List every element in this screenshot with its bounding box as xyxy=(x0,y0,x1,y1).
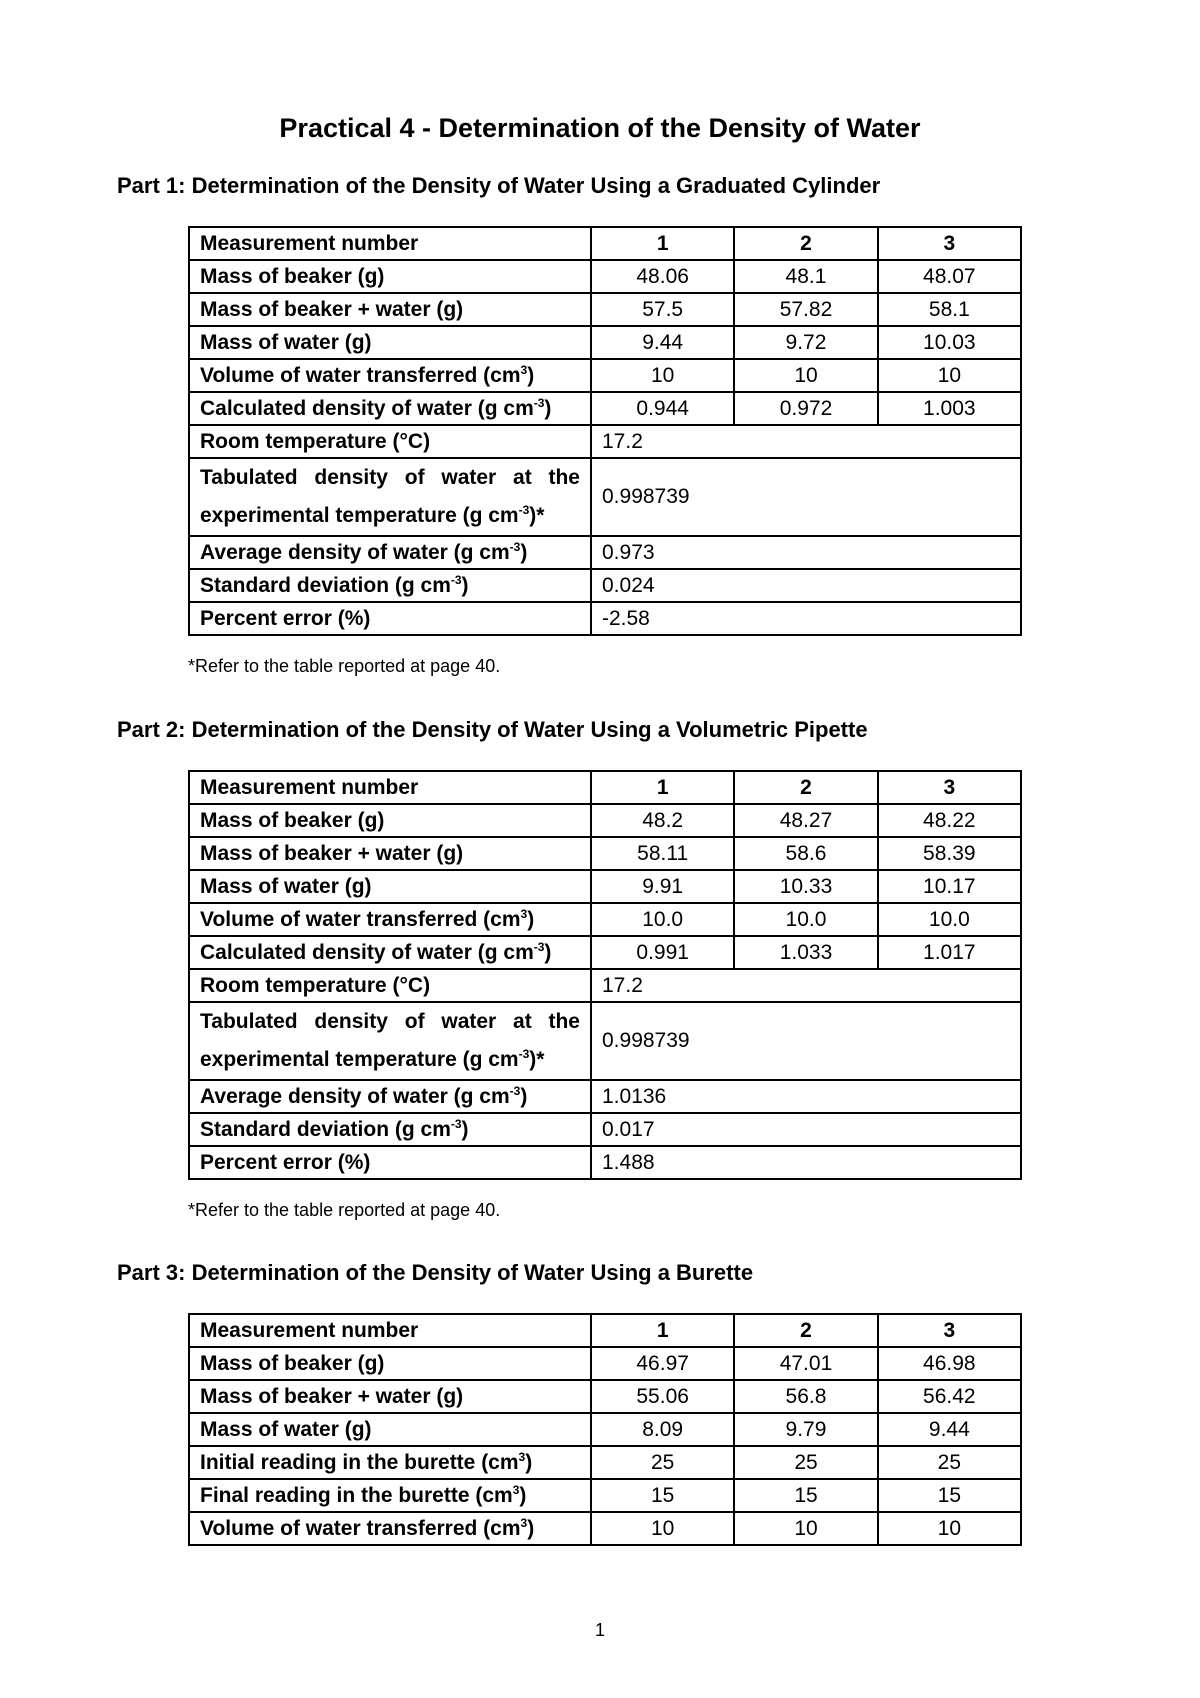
part1-footnote: *Refer to the table reported at page 40. xyxy=(188,656,501,676)
cell-value: 10.33 xyxy=(734,870,877,903)
table-row xyxy=(189,293,1021,326)
cell-value: 25 xyxy=(878,1446,1021,1479)
cell-value: 1.0136 xyxy=(591,1080,1021,1113)
row-label: Percent error (%) xyxy=(189,602,591,635)
cell-value: 10.0 xyxy=(591,903,734,936)
part2-table xyxy=(188,770,1022,1180)
row-label: Mass of beaker + water (g) xyxy=(189,1380,591,1413)
cell-value: 10 xyxy=(734,359,877,392)
cell-value: 47.01 xyxy=(734,1347,877,1380)
cell-value: 10 xyxy=(878,359,1021,392)
table-row xyxy=(189,1413,1021,1446)
room-temperature-row xyxy=(189,425,1021,458)
cell-value: 0.991 xyxy=(591,936,734,969)
cell-value: 17.2 xyxy=(591,969,1021,1002)
tabulated-density-row xyxy=(189,1002,1021,1080)
cell-value: 10.0 xyxy=(878,903,1021,936)
row-label: Volume of water transferred $(cm^3)$ xyxy=(189,359,591,392)
part3-heading: Part 3: Determination of the Density of Water Using a Burette xyxy=(117,1260,754,1285)
cell-value: 0.017 xyxy=(591,1113,1021,1146)
table-row xyxy=(189,1512,1021,1545)
cell-value: 48.27 xyxy=(734,804,877,837)
cell-value: 10 xyxy=(591,359,734,392)
row-label: Volume of water transferred $(cm^3)$ xyxy=(189,1512,591,1545)
header-col-2: 2 xyxy=(734,227,877,260)
row-label: Standard deviation (g $cm^{-3}$) xyxy=(189,1113,591,1146)
cell-value: 46.98 xyxy=(878,1347,1021,1380)
header-col-3: 3 xyxy=(878,771,1021,804)
row-label: Final reading in the burette $(cm^3)$ xyxy=(189,1479,591,1512)
table-row xyxy=(189,837,1021,870)
table-row xyxy=(189,936,1021,969)
header-label: Measurement number xyxy=(189,771,591,804)
cell-value: 0.973 xyxy=(591,536,1021,569)
row-label: Average density of water (g $cm^{-3}$) xyxy=(189,1080,591,1113)
table-row xyxy=(189,1446,1021,1479)
table-row xyxy=(189,804,1021,837)
row-label: Mass of beaker + water (g) xyxy=(189,293,591,326)
cell-value: 48.22 xyxy=(878,804,1021,837)
header-col-3: 3 xyxy=(878,1314,1021,1347)
row-label: Percent error (%) xyxy=(189,1146,591,1179)
cell-value: 9.44 xyxy=(591,326,734,359)
part1-heading: Part 1: Determination of the Density of Water Using a Graduated Cylinder xyxy=(117,173,881,198)
cell-value: 10 xyxy=(878,1512,1021,1545)
cell-value: 55.06 xyxy=(591,1380,734,1413)
cell-value: 58.1 xyxy=(878,293,1021,326)
row-label: Mass of beaker (g) xyxy=(189,804,591,837)
cell-value: 57.82 xyxy=(734,293,877,326)
row-label: Volume of water transferred $(cm^3)$ xyxy=(189,903,591,936)
header-label: Measurement number xyxy=(189,1314,591,1347)
cell-value: 9.72 xyxy=(734,326,877,359)
table-row xyxy=(189,1380,1021,1413)
header-col-3: 3 xyxy=(878,227,1021,260)
cell-value: 10.03 xyxy=(878,326,1021,359)
cell-value: 8.09 xyxy=(591,1413,734,1446)
row-label: Mass of beaker (g) xyxy=(189,260,591,293)
row-label: Initial reading in the burette $(cm^3)$ xyxy=(189,1446,591,1479)
row-label: Average density of water (g $cm^{-3}$) xyxy=(189,536,591,569)
table-row xyxy=(189,326,1021,359)
cell-value: 9.44 xyxy=(878,1413,1021,1446)
row-label: Tabulated density of water at the experimental temperature (g $cm^{-3})*$ xyxy=(189,1002,591,1080)
row-label: Mass of beaker + water (g) xyxy=(189,837,591,870)
cell-value: 0.998739 xyxy=(591,1002,1021,1080)
cell-value: 58.6 xyxy=(734,837,877,870)
header-col-1: 1 xyxy=(591,771,734,804)
cell-value: 1.488 xyxy=(591,1146,1021,1179)
row-label: Standard deviation (g $cm^{-3}$) xyxy=(189,569,591,602)
cell-value: 9.79 xyxy=(734,1413,877,1446)
page-title: Practical 4 - Determination of the Density of Water xyxy=(279,113,921,143)
cell-value: 15 xyxy=(878,1479,1021,1512)
cell-value: 1.003 xyxy=(878,392,1021,425)
header-label: Measurement number xyxy=(189,227,591,260)
cell-value: 56.42 xyxy=(878,1380,1021,1413)
table-row xyxy=(189,260,1021,293)
cell-value: 56.8 xyxy=(734,1380,877,1413)
row-label: Mass of water (g) xyxy=(189,870,591,903)
cell-value: 1.017 xyxy=(878,936,1021,969)
cell-value: 0.998739 xyxy=(591,458,1021,536)
part1-table xyxy=(188,226,1022,636)
cell-value: 10.17 xyxy=(878,870,1021,903)
table-row xyxy=(189,359,1021,392)
table-header-row xyxy=(189,227,1021,260)
table-header-row xyxy=(189,1314,1021,1347)
cell-value: 1.033 xyxy=(734,936,877,969)
cell-value: 58.11 xyxy=(591,837,734,870)
row-label: Tabulated density of water at the experimental temperature (g $cm^{-3})*$ xyxy=(189,458,591,536)
cell-value: 9.91 xyxy=(591,870,734,903)
cell-value: 48.1 xyxy=(734,260,877,293)
table-row xyxy=(189,1347,1021,1380)
row-label: Calculated density of water (g $cm^{-3}$) xyxy=(189,392,591,425)
table-row xyxy=(189,392,1021,425)
cell-value: 15 xyxy=(591,1479,734,1512)
row-label: Calculated density of water (g $cm^{-3}$) xyxy=(189,936,591,969)
row-label: Room temperature (°C) xyxy=(189,969,591,1002)
standard-deviation-row xyxy=(189,569,1021,602)
cell-value: 10 xyxy=(734,1512,877,1545)
cell-value: 25 xyxy=(591,1446,734,1479)
cell-value: 48.07 xyxy=(878,260,1021,293)
average-density-row xyxy=(189,536,1021,569)
cell-value: 48.2 xyxy=(591,804,734,837)
table-row xyxy=(189,1479,1021,1512)
cell-value: -2.58 xyxy=(591,602,1021,635)
header-col-1: 1 xyxy=(591,227,734,260)
cell-value: 0.972 xyxy=(734,392,877,425)
room-temperature-row xyxy=(189,969,1021,1002)
row-label: Room temperature (°C) xyxy=(189,425,591,458)
table-row xyxy=(189,903,1021,936)
cell-value: 25 xyxy=(734,1446,877,1479)
percent-error-row xyxy=(189,602,1021,635)
cell-value: 46.97 xyxy=(591,1347,734,1380)
cell-value: 0.944 xyxy=(591,392,734,425)
cell-value: 0.024 xyxy=(591,569,1021,602)
header-col-2: 2 xyxy=(734,1314,877,1347)
row-label: Mass of beaker (g) xyxy=(189,1347,591,1380)
cell-value: 10 xyxy=(591,1512,734,1545)
part3-table xyxy=(188,1313,1022,1546)
cell-value: 10.0 xyxy=(734,903,877,936)
tabulated-density-row xyxy=(189,458,1021,536)
row-label: Mass of water (g) xyxy=(189,326,591,359)
header-col-1: 1 xyxy=(591,1314,734,1347)
cell-value: 15 xyxy=(734,1479,877,1512)
percent-error-row xyxy=(189,1146,1021,1179)
cell-value: 57.5 xyxy=(591,293,734,326)
table-row xyxy=(189,870,1021,903)
part2-footnote: *Refer to the table reported at page 40. xyxy=(188,1200,501,1220)
header-col-2: 2 xyxy=(734,771,877,804)
average-density-row xyxy=(189,1080,1021,1113)
page-number: 1 xyxy=(594,1620,605,1640)
cell-value: 58.39 xyxy=(878,837,1021,870)
part2-heading: Part 2: Determination of the Density of Water Using a Volumetric Pipette xyxy=(117,717,868,742)
standard-deviation-row xyxy=(189,1113,1021,1146)
table-header-row xyxy=(189,771,1021,804)
cell-value: 48.06 xyxy=(591,260,734,293)
cell-value: 17.2 xyxy=(591,425,1021,458)
row-label: Mass of water (g) xyxy=(189,1413,591,1446)
